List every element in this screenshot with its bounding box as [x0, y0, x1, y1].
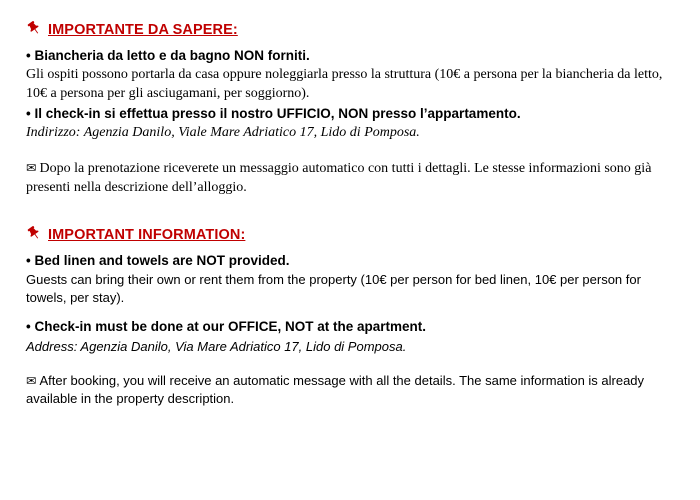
- heading-row-italian: [26, 18, 674, 38]
- pushpin-icon: [26, 20, 42, 36]
- heading-row-english: [26, 223, 674, 243]
- body-linen-en: Guests can bring their own or rent them from the property (10€ per person for bed linen, 10€ per person for towels, per stay).: [26, 272, 641, 306]
- section-heading: IMPORTANT INFORMATION:: [48, 227, 246, 244]
- section-english: [26, 223, 674, 408]
- bullet-checkin-en: • Check-in must be done at our OFFICE, NOT at the apartment.: [26, 319, 427, 335]
- bullet-linen-en: • Bed linen and towels are NOT provided.: [26, 253, 290, 269]
- note-row-en: [26, 372, 674, 408]
- section-gap: [26, 197, 674, 223]
- note-row-it: [26, 160, 674, 197]
- envelope-icon: ✉: [26, 160, 37, 176]
- bullet-linen-it: • Biancheria da letto e da bagno NON forniti.: [26, 48, 310, 63]
- note-text-it: Dopo la prenotazione riceverete un messaggio automatico con tutti i dettagli. Le stesse informazioni sono già presenti nella descrizione dell’alloggio.: [26, 161, 652, 195]
- note-text-en: After booking, you will receive an automatic message with all the details. The same information is already available in the property description.: [26, 373, 645, 407]
- address-en: Address: Agenzia Danilo, Via Mare Adriatico 17, Lido di Pomposa.: [26, 338, 407, 354]
- spacer: [26, 145, 674, 160]
- address-it: Indirizzo: Agenzia Danilo, Viale Mare Adriatico 17, Lido di Pomposa.: [26, 125, 420, 141]
- body-linen-it: Gli ospiti possono portarla da casa oppure noleggiarla presso la struttura (10€ a persona per la biancheria da letto, 10€ a persona per gli asciugamani, per soggiorno).: [26, 67, 663, 101]
- envelope-icon: ✉: [26, 373, 37, 389]
- section-italian: [26, 18, 674, 197]
- spacer: [26, 309, 674, 318]
- bullet-checkin-it: • Il check-in si effettua presso il nostro UFFICIO, NON presso l’appartamento.: [26, 106, 521, 122]
- spacer: [26, 357, 674, 372]
- section-heading: IMPORTANTE DA SAPERE:: [48, 22, 238, 38]
- pushpin-icon: [26, 225, 42, 241]
